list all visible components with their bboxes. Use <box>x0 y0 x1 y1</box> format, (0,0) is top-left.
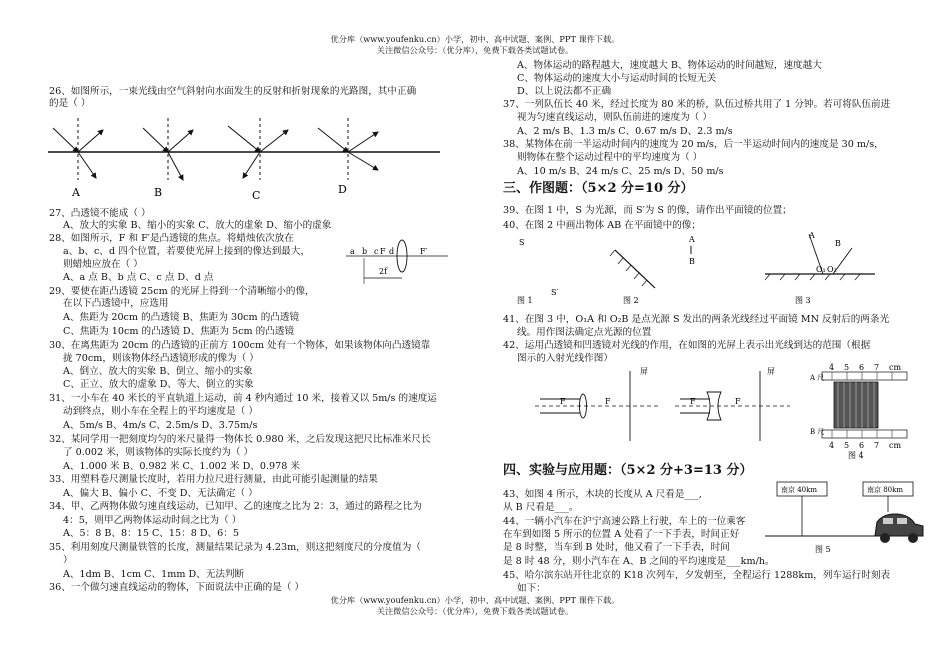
svg-text:A: A <box>809 231 815 240</box>
q31-line-2: 动到终点，则小车在全程上的平均速度是（ ） <box>63 406 258 417</box>
svg-text:B: B <box>835 239 841 248</box>
q29-line-2: 在以下凸透镜中，应选用 <box>63 298 169 309</box>
svg-text:F: F <box>690 397 696 406</box>
q33-options: A、偏大 B、偏小 C、不变 D、无法确定（ ） <box>63 488 258 499</box>
svg-text:A: A <box>689 235 695 244</box>
svg-text:S′: S′ <box>551 288 559 297</box>
svg-text:F: F <box>380 247 386 256</box>
figure-b <box>143 118 193 180</box>
q45-line-1: 45、哈尔滨东站开往北京的 K18 次列车，夕发朝至，全程运行 1288km，列车运行时刻表 <box>503 570 891 581</box>
svg-text:F′: F′ <box>420 247 428 256</box>
q39-stem: 39、在图 1 中，S 为光源，而 S′为 S 的像，请作出平面镜的位置； <box>503 205 792 216</box>
q41-line-1: 41、在图 3 中，O₁A 和 O₂B 是点光源 S 发出的两条光线经过平面镜 MN 反射后的两条光 <box>503 314 890 325</box>
svg-text:b: b <box>362 247 368 256</box>
car-icon <box>875 514 923 543</box>
svg-text:6: 6 <box>859 441 865 450</box>
sign-a: 南京 40km <box>781 486 818 494</box>
q36-options-3: D、以上说法都不正确 <box>517 86 612 97</box>
q37-line-1: 37、一列队伍长 40 米，经过长度为 80 米的桥，队伍过桥共用了 1 分钟。若可将队伍前进 <box>503 99 891 110</box>
figure-a <box>53 118 103 180</box>
figure-c <box>228 118 288 180</box>
q30-options-2: C、正立、放大的虚象 D、等大、倒立的实象 <box>63 379 254 390</box>
q32-options: A、1.000 米 B、0.982 米 C、1.002 米 D、0.978 米 <box>63 461 300 472</box>
q44-line-3: 是 8 时整，当车到 B 处时，他又看了一下手表，时间 <box>503 542 730 553</box>
q33-stem: 33、用塑料卷尺测量长度时，若用力拉尺进行测量，由此可能引起测量的结果 <box>49 474 378 485</box>
svg-text:5: 5 <box>844 441 850 450</box>
q40-stem: 40、在图 2 中画出物体 AB 在平面镜中的像； <box>503 220 701 231</box>
svg-text:A 尺: A 尺 <box>810 374 825 382</box>
header-line-1: 优分库（www.youfenku.cn）小学，初中、高中试题、案例、PPT 课件下载。 <box>330 34 620 44</box>
q36-stem: 36、一个做匀速直线运动的物体，下面说法中正确的是（ ） <box>49 582 305 593</box>
svg-text:B: B <box>689 257 695 266</box>
svg-text:图 1: 图 1 <box>517 296 533 305</box>
svg-text:6: 6 <box>859 363 865 372</box>
q42-line-1: 42、运用凸透镜和凹透镜对光线的作用，在如图的光屏上表示出光线到达的范围（根据 <box>503 340 871 351</box>
q30-line-1: 30、在离焦距为 20cm 的凸透镜的正前方 100cm 处有一个物体，如果该物体向凸透镜靠 <box>49 340 431 351</box>
q34-options: A、5：8 B、8：15 C、15：8 D、6：5 <box>63 528 239 539</box>
footer-line-2: 关注微信公众号：（优分库），免费下载各类试题试卷。 <box>376 606 574 616</box>
q26-line-2: 的是（ ） <box>49 98 91 109</box>
q44-line-1: 44、一辆小汽车在沪宁高速公路上行驶，车上的一位乘客 <box>503 516 746 527</box>
q30-line-2: 拢 70cm，则该物体经凸透镜形成的像为（ ） <box>63 353 259 364</box>
svg-text:图 4: 图 4 <box>848 451 864 460</box>
q29-options-1: A、焦距为 20cm 的凸透镜 B、焦距为 30cm 的凸透镜 <box>63 312 300 323</box>
q36-options-2: C、物体运动的速度大小与运动时间的长短无关 <box>517 73 717 84</box>
q35-options: A、1dm B、1cm C、1mm D、无法判断 <box>63 569 245 580</box>
q34-line-1: 34、甲、乙两物体做匀速直线运动，已知甲、乙的速度之比为 2：3，通过的路程之比为 <box>49 501 422 512</box>
svg-text:屏: 屏 <box>767 367 775 376</box>
svg-text:4: 4 <box>829 363 835 372</box>
svg-text:7: 7 <box>874 441 880 450</box>
q26-line-1: 26、如图所示，一束光线由空气斜射向水面发生的反射和折射现象的光路图，其中正确 <box>49 86 417 97</box>
label-a: A <box>72 186 80 199</box>
q28-lens-figure <box>342 236 454 291</box>
q44-line-4: 是 8 时 48 分，则小汽车在 A、B 之间的平均速度是___km/h。 <box>503 556 775 567</box>
q29-line-1: 29、要使在距凸透镜 25cm 的光屏上得到一个清晰缩小的像， <box>49 286 315 297</box>
q31-line-1: 31、一小车在 40 米长的平直轨道上运动，前 4 秒内通过 10 米，接着又以 5m/s 的速度运 <box>49 393 437 404</box>
q43-line-2: 从 B 尺看是___。 <box>503 502 579 513</box>
q37-options: A、2 m/s B、1.3 m/s C、0.67 m/s D、2.3 m/s <box>517 126 733 137</box>
q44-line-2: 在车到如图 5 所示的位置 A 处看了一下手表，时间正好 <box>503 529 740 540</box>
sign-b: 南京 80km <box>867 486 904 494</box>
figure-5-road <box>765 478 925 563</box>
figure-d <box>318 118 378 180</box>
q26-refraction-figure <box>48 118 443 203</box>
q36-options-1: A、物体运动的路程越大，速度越大 B、物体运动的时间越短，速度越大 <box>517 60 822 71</box>
svg-text:4: 4 <box>829 441 835 450</box>
svg-text:屏: 屏 <box>640 367 648 376</box>
q28-line-1: 28、如图所示，F 和 F′是凸透镜的焦点。将蜡烛依次放在 <box>49 233 294 244</box>
q27-stem: 27、凸透镜不能成（ ） <box>49 208 151 219</box>
q42-line-2: 图示的入射光线作图） <box>517 353 613 364</box>
q30-options-1: A、倒立、放大的实象 B、倒立、缩小的实象 <box>63 366 253 377</box>
q38-line-2: 则物体在整个运动过程中的平均速度为（ ） <box>517 152 703 163</box>
figure-4-ruler <box>808 360 913 460</box>
svg-text:7: 7 <box>874 363 880 372</box>
svg-text:F: F <box>605 397 611 406</box>
q38-options: A、10 m/s B、24 m/s C、25 m/s D、50 m/s <box>517 166 724 177</box>
q42-lens-figure <box>535 366 805 446</box>
svg-text:cm: cm <box>889 441 902 450</box>
q27-options: A、放大的实象 B、缩小的实象 C、放大的虚象 D、缩小的虚象 <box>63 220 332 231</box>
q32-line-1: 32、某同学用一把刻度均匀的米尺量得一物体长 0.980 米，之后发现这把尺比标准米尺长 <box>49 434 431 445</box>
q38-line-1: 38、某物体在前一半运动时间内的速度为 20 m/s，后一半运动时间内的速度是 30 m/s， <box>503 139 884 150</box>
svg-text:B 尺: B 尺 <box>810 428 825 436</box>
svg-text:O₁: O₁ <box>816 265 826 274</box>
q35-line-2: ） <box>63 555 73 566</box>
q28-options: A、a 点 B、b 点 C、c 点 D、d 点 <box>63 272 214 283</box>
label-d: D <box>338 183 347 196</box>
header-line-2: 关注微信公众号：（优分库），免费下载各类试题试卷。 <box>376 45 574 55</box>
section-4-heading: 四、实验与应用题：（5×2 分+3=13 分） <box>503 463 753 478</box>
q32-line-2: 了 0.002 米，则该物体的实际长度约为（ ） <box>63 447 254 458</box>
q45-line-2: 如下： <box>517 583 546 594</box>
q28-line-2: a、b、c、d 四个位置，若要使光屏上接到的像达到最大， <box>63 246 311 257</box>
svg-text:图 3: 图 3 <box>795 296 811 305</box>
label-b: B <box>154 186 163 199</box>
svg-text:S: S <box>519 238 525 247</box>
q37-line-2: 视为匀速直线运动，则队伍前进的速度为（ ） <box>517 112 712 123</box>
svg-text:O₂: O₂ <box>827 265 837 274</box>
svg-text:a: a <box>350 247 355 256</box>
svg-text:2f: 2f <box>379 267 388 276</box>
footer-line-1: 优分库（www.youfenku.cn）小学，初中、高中试题、案例、PPT 课件下载。 <box>330 595 620 605</box>
svg-text:图 2: 图 2 <box>623 296 639 305</box>
label-c: C <box>252 189 261 202</box>
svg-text:cm: cm <box>889 363 902 372</box>
svg-text:5: 5 <box>844 363 850 372</box>
svg-text:c: c <box>374 247 379 256</box>
section-3-heading: 三、作图题：（5×2 分=10 分） <box>503 181 694 196</box>
q35-line-1: 35、利用刻度尺测量铁管的长度，测量结果记录为 4.23m，则这把刻度尺的分度值为（ <box>49 542 421 553</box>
q43-line-1: 43、如图 4 所示，木块的长度从 A 尺看是___, <box>503 489 702 500</box>
svg-text:F: F <box>735 397 741 406</box>
svg-text:图 5: 图 5 <box>815 545 831 554</box>
q34-line-2: 4：5，则甲乙两物体运动时间之比为（ ） <box>63 515 242 526</box>
q29-options-2: C、焦距为 10cm 的凸透镜 D、焦距为 5cm 的凸透镜 <box>63 326 295 337</box>
q31-options: A、5m/s B、4m/s C、2.5m/s D、3.75m/s <box>63 420 258 431</box>
figures-1-2-3 <box>505 230 895 310</box>
q28-line-3: 则蜡烛应放在（ ） <box>63 259 143 270</box>
q41-line-2: 线。用作图法确定点光源的位置 <box>517 327 652 338</box>
svg-text:d: d <box>389 247 395 256</box>
svg-text:F: F <box>560 397 566 406</box>
